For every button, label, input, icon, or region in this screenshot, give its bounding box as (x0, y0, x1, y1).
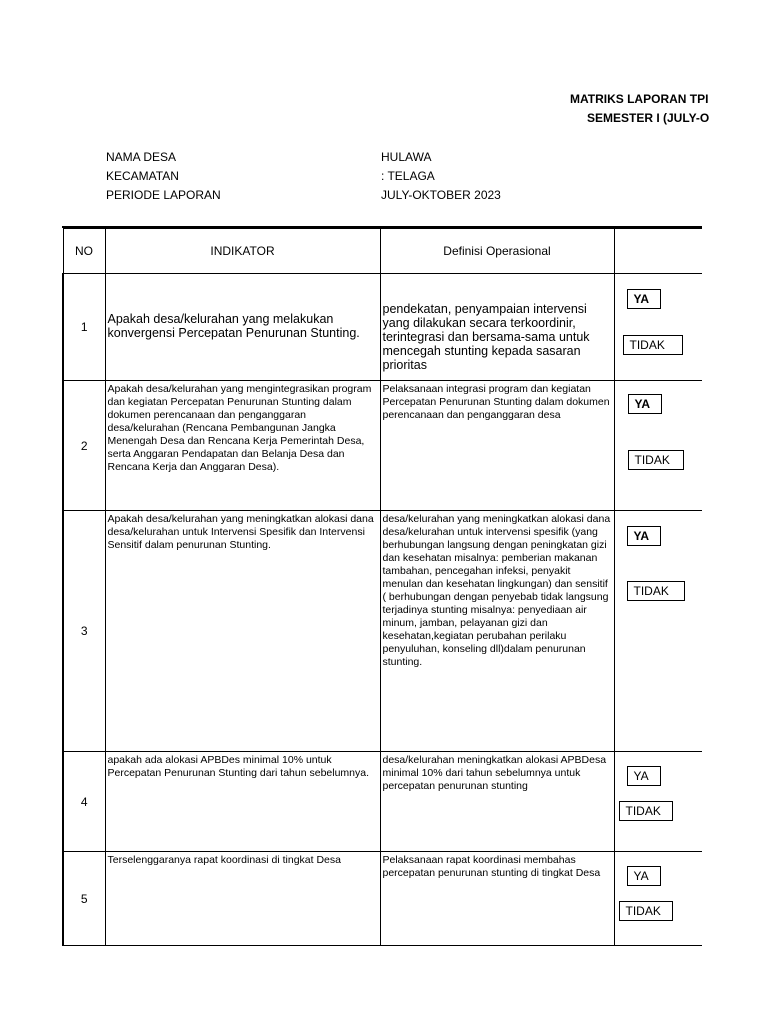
ya-checkbox[interactable]: YA (627, 866, 661, 886)
indikator-cell (105, 752, 380, 852)
tidak-checkbox[interactable]: TIDAK (619, 801, 673, 821)
definisi-cell (380, 752, 614, 852)
kecamatan-label: KECAMATAN (106, 169, 179, 183)
option-cell (614, 274, 702, 381)
row-number: 4 (63, 752, 105, 852)
indikator-cell (105, 511, 380, 752)
periode-laporan-label: PERIODE LAPORAN (106, 188, 221, 202)
ya-checkbox[interactable]: YA (627, 289, 661, 309)
option-cell (614, 511, 702, 752)
header-definisi: Definisi Operasional (380, 229, 614, 274)
table-row (63, 852, 702, 946)
tidak-checkbox[interactable]: TIDAK (628, 450, 684, 470)
document-subtitle: SEMESTER I (JULY-O (587, 111, 710, 125)
indikator-text: Terselenggaranya rapat koordinasi di tingkat Desa (107, 854, 341, 866)
tidak-checkbox[interactable]: TIDAK (623, 335, 683, 355)
ya-checkbox[interactable]: YA (628, 394, 662, 414)
table-row (63, 752, 702, 852)
indikator-text: Apakah desa/kelurahan yang meningkatkan alokasi dana desa/kelurahan untuk Intervensi Spesifik dan Intervensi Sensitif dalam penurunan Stunting. (107, 513, 374, 551)
row-number: 3 (63, 511, 105, 752)
table-header-row (63, 229, 702, 274)
nama-desa-value: HULAWA (381, 150, 432, 164)
indikator-cell (105, 381, 380, 511)
row-number: 2 (63, 381, 105, 511)
table-row (63, 511, 702, 752)
table-row (63, 274, 702, 381)
definisi-text: desa/kelurahan yang meningkatkan alokasi dana desa/kelurahan untuk intervensi spesifik (yang berhubungan langsung dengan peningkatan gizi dan kesehatan misalnya: pemberian makanan tambahan, pencegahan infeksi, penyakit menulan dan kesehatan lingkungan) dan sensitif ( berhubungan dengan penyebab tidak langsung terjadinya stunting misalnya: penyediaan air minum, jamban, pelayanan gizi dan kesehatan,kegiatan perubahan perilaku penyuluhan, konseling dll)dalam penurunan stunting. (382, 513, 611, 668)
document-title: MATRIKS LAPORAN TPI (570, 92, 709, 106)
option-cell (614, 752, 702, 852)
option-cell (614, 852, 702, 946)
tidak-checkbox[interactable]: TIDAK (619, 901, 673, 921)
definisi-cell (380, 852, 614, 946)
definisi-cell (380, 274, 614, 381)
nama-desa-label: NAMA DESA (106, 150, 177, 164)
table-row (63, 381, 702, 511)
ya-checkbox[interactable]: YA (627, 766, 661, 786)
definisi-text: Pelaksanaan integrasi program dan kegiatan Percepatan Penurunan Stunting dalam dokumen perencanaan dan penganggaran desa (382, 383, 610, 421)
header-no: NO (63, 229, 105, 274)
row-number: 1 (63, 274, 105, 381)
tidak-checkbox[interactable]: TIDAK (627, 581, 685, 601)
indikator-text: Apakah desa/kelurahan yang mengintegrasikan program dan kegiatan Percepatan Penurunan Stunting dalam dokumen perencanaan dan penganggaran desa/kelurahan (Rencana Pembangunan Jangka Menengah Desa dan Rencana Kerja Pemerintah Desa, serta Anggaran Pendapatan dan Belanja Desa dan Rencana Kerja dan Anggaran Desa). (107, 383, 372, 473)
definisi-text: desa/kelurahan meningkatkan alokasi APBDesa minimal 10% dari tahun sebelumnya untuk percepatan penurunan stunting (382, 754, 607, 792)
row-number: 5 (63, 852, 105, 946)
indikator-text: apakah ada alokasi APBDes minimal 10% untuk Percepatan Penurunan Stunting dari tahun sebelumnya. (107, 754, 370, 779)
definisi-text: Pelaksanaan rapat koordinasi membahas percepatan penurunan stunting di tingkat Desa (382, 854, 601, 879)
definisi-cell (380, 511, 614, 752)
definisi-text: pendekatan, penyampaian intervensi yang dilakukan secara terkoordinir, terintegrasi dan bersama-sama untuk mencegah stunting kepada sasaran prioritas (382, 302, 590, 372)
definisi-cell (380, 381, 614, 511)
indikator-text: Apakah desa/kelurahan yang melakukan konvergensi Percepatan Penurunan Stunting. (107, 312, 360, 340)
option-cell (614, 381, 702, 511)
kecamatan-value: : TELAGA (381, 169, 435, 183)
header-indikator: INDIKATOR (105, 229, 380, 274)
indikator-cell (105, 274, 380, 381)
indikator-cell (105, 852, 380, 946)
periode-laporan-value: JULY-OKTOBER 2023 (381, 188, 501, 202)
report-matrix (62, 226, 702, 946)
report-table (62, 228, 702, 946)
ya-checkbox[interactable]: YA (627, 526, 661, 546)
header-opsi (614, 229, 702, 274)
